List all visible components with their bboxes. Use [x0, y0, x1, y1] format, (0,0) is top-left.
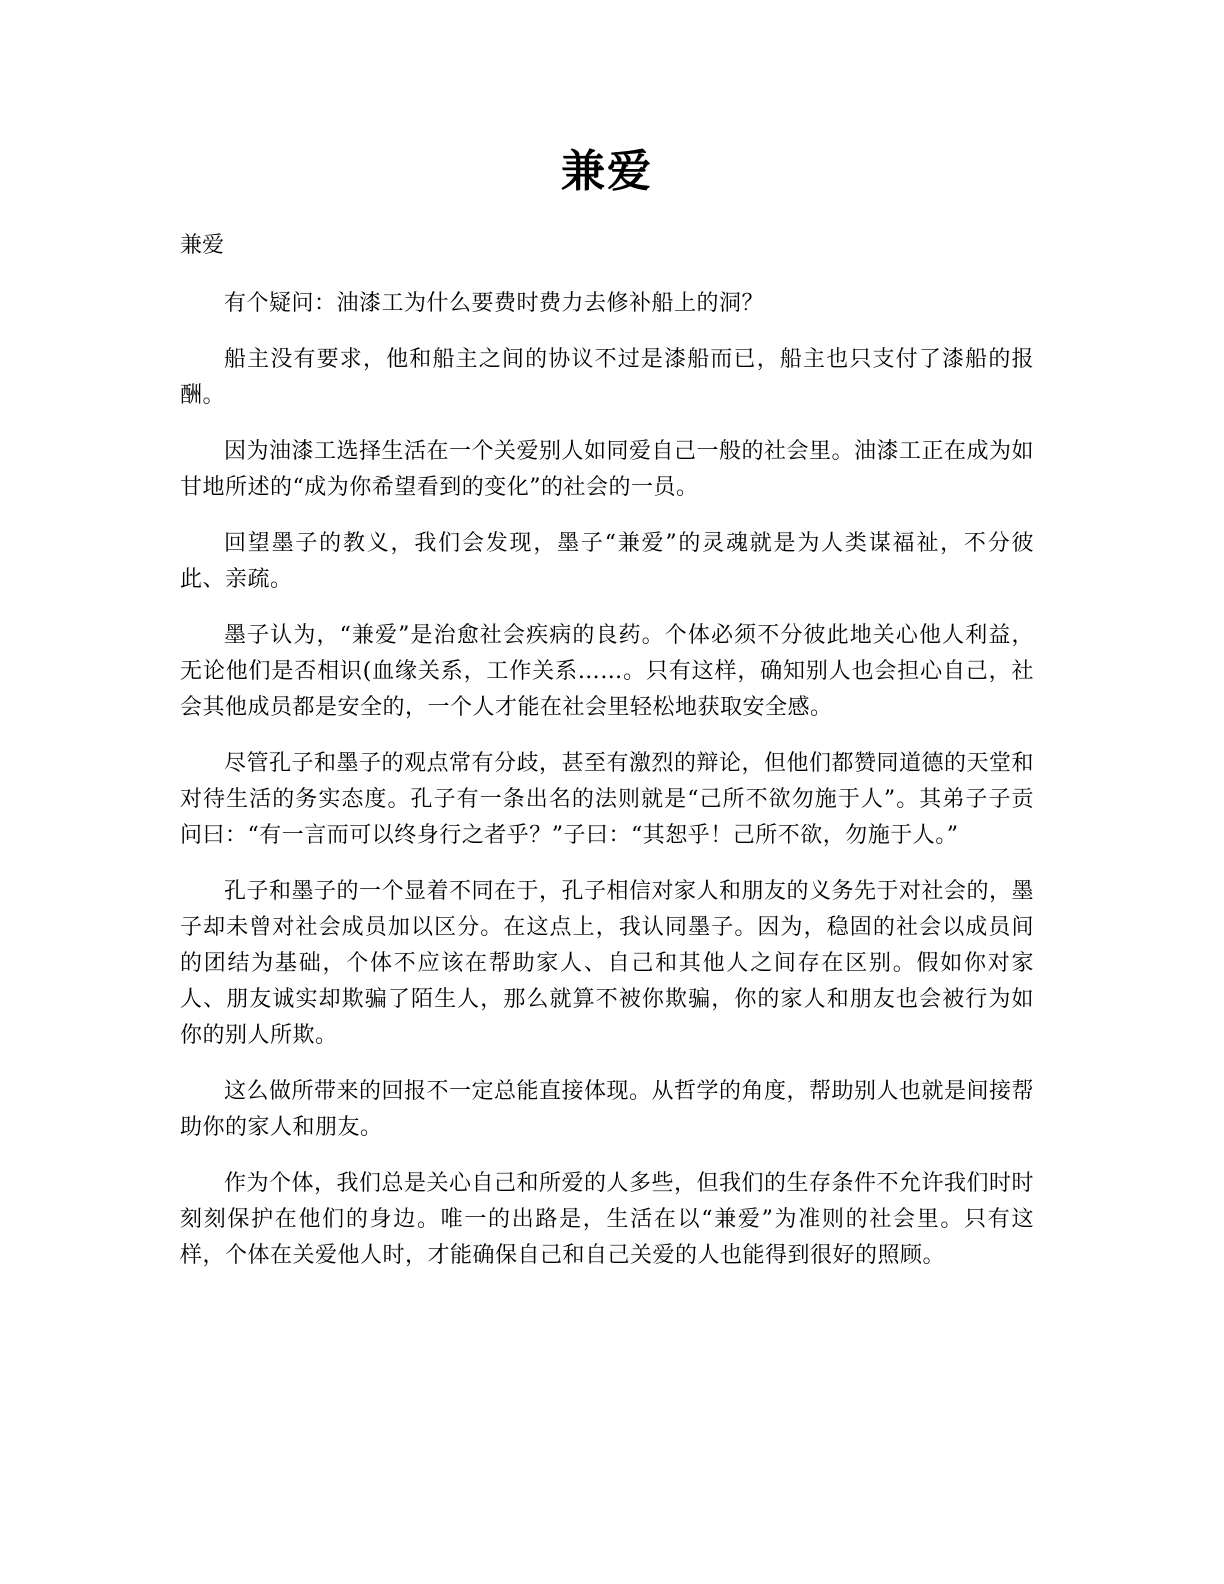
- document-subtitle: 兼爱: [180, 233, 225, 258]
- paragraph-8: 这么做所带来的回报不一定总能直接体现。从哲学的角度，帮助别人也就是间接帮助你的家人和朋友。: [180, 1079, 1035, 1140]
- paragraph-9: 作为个体，我们总是关心自己和所爱的人多些，但我们的生存条件不允许我们时时刻刻保护在他们的身边。唯一的出路是，生活在以“兼爱”为准则的社会里。只有这样，个体在关爱他人时，才能确保自己和自己关爱的人也能得到很好的照顾。: [180, 1171, 1035, 1268]
- paragraph-6: 尽管孔子和墨子的观点常有分歧，甚至有激烈的辩论，但他们都赞同道德的天堂和对待生活的务实态度。孔子有一条出名的法则就是“己所不欲勿施于人”。其弟子子贡问曰：“有一言而可以终身行之者乎？”子曰：“其恕乎！己所不欲，勿施于人。”: [180, 751, 1035, 848]
- paragraph-5: 墨子认为，“兼爱”是治愈社会疾病的良药。个体必须不分彼此地关心他人利益，无论他们是否相识(血缘关系，工作关系……。只有这样，确知别人也会担心自己，社会其他成员都是安全的，一个人才能在社会里轻松地获取安全感。: [180, 623, 1034, 720]
- paragraph-7: 孔子和墨子的一个显着不同在于，孔子相信对家人和朋友的义务先于对社会的，墨子却未曾对社会成员加以区分。在这点上，我认同墨子。因为，稳固的社会以成员间的团结为基础，个体不应该在帮助家人、自己和其他人之间存在区别。假如你对家人、朋友诚实却欺骗了陌生人，那么就算不被你欺骗，你的家人和朋友也会被行为如你的别人所欺。: [180, 879, 1035, 1048]
- paragraph-3: 因为油漆工选择生活在一个关爱别人如同爱自己一般的社会里。油漆工正在成为如甘地所述的“成为你希望看到的变化”的社会的一员。: [180, 439, 1035, 500]
- paragraph-1: 有个疑问：油漆工为什么要费时费力去修补船上的洞？: [224, 291, 765, 316]
- paragraph-4: 回望墨子的教义，我们会发现，墨子“兼爱”的灵魂就是为人类谋福祉，不分彼此、亲疏。: [180, 531, 1034, 592]
- document-page: [180, 140, 1034, 1294]
- document-title: 兼爱: [561, 146, 653, 197]
- paragraph-2: 船主没有要求，他和船主之间的协议不过是漆船而已，船主也只支付了漆船的报酬。: [180, 347, 1034, 408]
